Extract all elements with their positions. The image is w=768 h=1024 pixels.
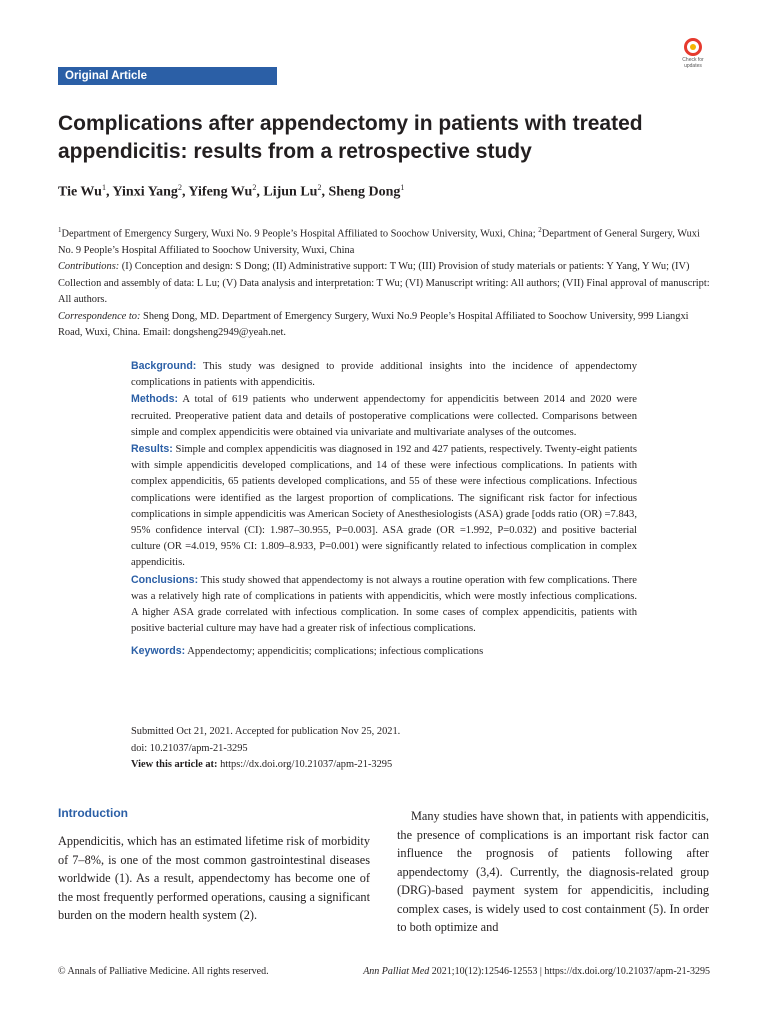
abstract-conclusions [131, 572, 637, 638]
submission-dates: Submitted Oct 21, 2021. Accepted for publication Nov 25, 2021. [131, 726, 401, 737]
author-affiliation-sup: 2 [252, 183, 257, 192]
author-name: Yinxi Yang [112, 184, 178, 200]
copyright: © Annals of Palliative Medicine. All rights reserved. [58, 966, 269, 977]
abstract-text: This study showed that appendectomy is not always a routine operation with few complications. There was a relatively high rate of complications in patients with appendicitis, which were mostly infectious complications. A higher ASA grade correlated with infectious complication. In some cases of complex appendicitis, patients with positive bacterial culture may have had a greater risk of infectious complications. [131, 574, 637, 635]
abstract-methods [131, 391, 637, 441]
author-name: Sheng Dong [328, 184, 401, 200]
author-affiliation-sup: 2 [177, 183, 182, 192]
keywords-text: Appendectomy; appendicitis; complications; infectious complications [185, 646, 484, 658]
affiliation-text: Department of General Surgery, Wuxi No. 9 People’s Hospital Affiliated to Soochow University, Wuxi, China [58, 228, 700, 256]
check-for-updates-button[interactable] [676, 38, 710, 72]
citation-text[interactable]: 2021;10(12):12546-12553 | https://dx.doi.org/10.21037/apm-21-3295 [429, 966, 710, 977]
author-affiliation-sup: 2 [317, 183, 322, 192]
publication-info [131, 724, 637, 774]
body-text-left-column: Appendicitis, which has an estimated lifetime risk of morbidity of 7–8%, is one of the most common gastrointestinal diseases worldwide (1). As a result, appendectomy has become one of the most frequently performed operations, causing a significant burden on the modern health system (2). [58, 834, 370, 922]
keywords-label: Keywords: [131, 645, 186, 658]
contributions-text: (I) Conception and design: S Dong; (II) Administrative support: T Wu; (III) Provision of study materials or patients: Y Yang, Y Wu; (IV) Collection and assembly of data: L Lu; (V) Data analysis and interpretation: T Wu; (VI) Manuscript writing: All authors; (VII) Final approval of manuscript: All authors. [58, 261, 710, 306]
author-affiliation-sup: 1 [400, 183, 405, 192]
affiliation-sup: 1 [58, 226, 62, 234]
author-name: Yifeng Wu [188, 184, 253, 200]
section-heading-introduction: Introduction [58, 806, 128, 820]
doi: doi: 10.21037/apm-21-3295 [131, 742, 248, 754]
front-matter [58, 222, 710, 342]
correspondence-label: Correspondence to: [58, 310, 141, 322]
journal-name: Ann Palliat Med [363, 966, 430, 977]
author-name: Tie Wu [58, 184, 102, 200]
abstract-label: Conclusions: [131, 573, 199, 586]
affiliations [58, 222, 710, 259]
contributions-label: Contributions: [58, 261, 120, 273]
abstract-label: Background: [131, 360, 197, 372]
check-for-updates-label: Check for updates [682, 57, 704, 69]
article-title: Complications after appendectomy in patients with treated appendicitis: results from a retrospective study [58, 112, 643, 163]
view-article-label: View this article at: [131, 759, 218, 770]
abstract [131, 358, 637, 661]
correspondence-text: Sheng Dong, MD. Department of Emergency Surgery, Wuxi No.9 People’s Hospital Affiliated to Soochow University, 999 Liangxi Road, Wuxi, China. Email: dongsheng2949@yeah.net. [58, 310, 689, 339]
affiliation-sup: 2 [538, 226, 542, 234]
contributions [58, 259, 710, 309]
check-for-updates-icon [684, 38, 702, 56]
abstract-keywords [131, 643, 637, 660]
affiliation-text: Department of Emergency Surgery, Wuxi No. 9 People’s Hospital Affiliated to Soochow University, Wuxi, China; [61, 228, 539, 240]
correspondence [58, 309, 710, 342]
abstract-label: Results: [131, 443, 173, 456]
abstract-text: A total of 619 patients who underwent appendectomy for appendicitis between 2014 and 2020 were recruited. Preoperative patient data and details of postoperative complications were collected. Comparisons between simple and complex appendicitis were obtained via univariate and multivariate analyses of the outcomes. [131, 394, 637, 438]
abstract-background [131, 358, 637, 391]
author-affiliation-sup: 1 [101, 183, 106, 192]
view-article [131, 757, 637, 774]
abstract-label: Methods: [131, 393, 179, 406]
journal-citation [363, 966, 710, 978]
author-list: Tie Wu$^1$, Yinxi Yang$^2$, Yifeng Wu$^2$, Lijun Lu$^2$, Sheng Dong$^1$ [58, 183, 405, 200]
view-article-link[interactable]: https://dx.doi.org/10.21037/apm-21-3295 [217, 759, 393, 770]
abstract-text: This study was designed to provide additional insights into the incidence of appendectomy complications in patients with appendicitis. [131, 361, 637, 389]
abstract-results [131, 441, 637, 572]
author-name: Lijun Lu [263, 184, 318, 200]
body-text-right-column: Many studies have shown that, in patients with appendicitis, the presence of complications is an important risk factor can influence the prognosis of patients following after appendectomy (3,4). Currently, the diagnosis-related group (DRG)-based payment system for appendicitis, including complex cases, is widely used to cost containment (5). In order to both optimize and [397, 809, 709, 934]
article-type-badge: Original Article [58, 67, 277, 85]
abstract-text: Simple and complex appendicitis was diagnosed in 192 and 427 patients, respectively. Twenty-eight patients with simple appendicitis developed complications, and 14 of these were infectious complications. In patients with complex appendicitis, 65 patients developed complications, and 55 of these were infectious complications. Infectious complications were identified as the largest proportion of complications. The significant risk factor for infectious complications in simple appendicitis was American Society of Anesthesiologists (ASA) grade [odds ratio (OR) =7.843, 95% confidence interval (CI): 1.987–30.955, P=0.003]. ASA grade (OR =1.992, P=0.032) and positive bacterial culture (OR =4.019, 95% CI: 1.809–8.933, P=0.001) were significantly related to infectious complication in complex appendicitis. [131, 444, 637, 569]
